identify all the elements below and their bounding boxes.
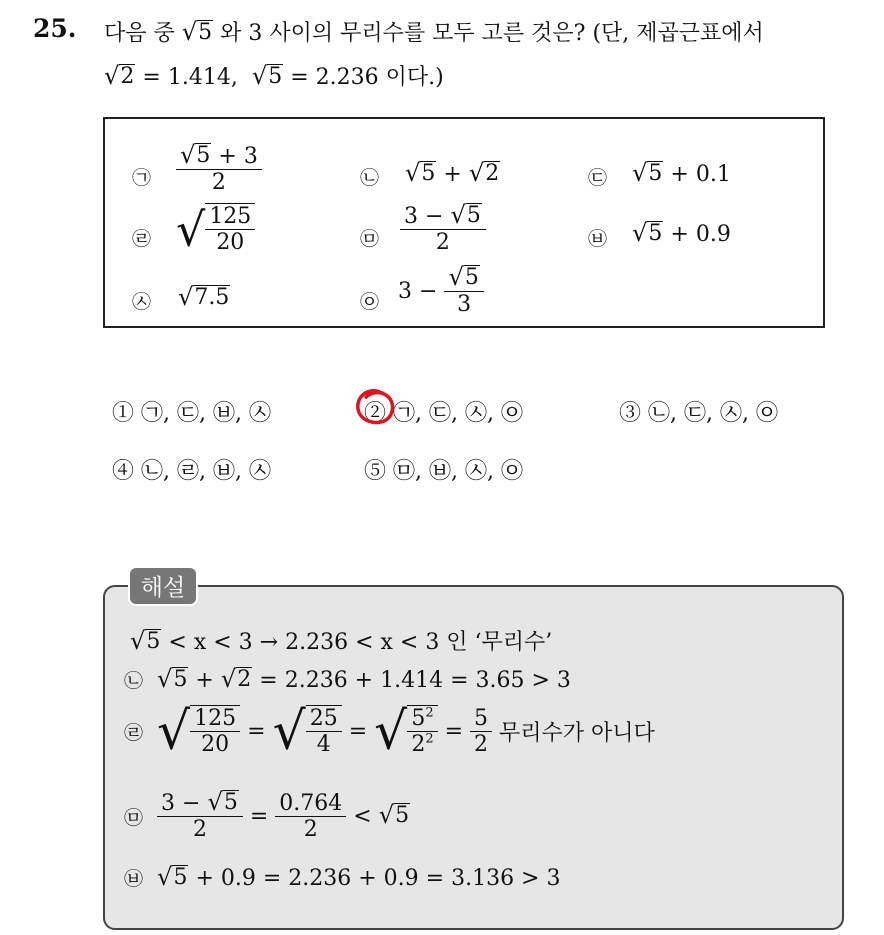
solution-line-3: ㉣ √ $\frac{125}{20}$ = √ $\frac{25}{4}$ = √ $\frac{5^2}{2^2}$ = $\frac{5}{2}$ 무리수가 아니다 xyxy=(124,701,655,762)
solution-line-2: ㉡ √ 5 + √ 2 = 2.236 + 1.414 = 3.65 > 3 xyxy=(124,665,571,693)
option-expr-7: √ 7.5 xyxy=(178,283,230,311)
choice-1[interactable]: ① ㉠, ㉢, ㉥, ㉦ xyxy=(112,401,271,426)
option-expr-4: √ $\frac{125}{20}$ xyxy=(176,203,255,256)
answer-circle-icon xyxy=(354,387,398,427)
question-text-a: 다음 중 xyxy=(104,21,175,46)
choice-4[interactable]: ④ ㉡, ㉣, ㉥, ㉦ xyxy=(112,459,271,484)
option-mark: ㉠ xyxy=(132,167,152,189)
fraction: √ 5 + 3 2 xyxy=(176,143,262,196)
solution-line-1: √ 5 < x < 3 → 2.236 < x < 3 인 ‘무리수’ xyxy=(130,627,553,655)
question-text-b: 와 3 사이의 무리수를 모두 고른 것은? (단, 제곱근표에서 xyxy=(220,21,764,46)
option-mark: ㉡ xyxy=(360,167,380,189)
sqrt5: √ 5 xyxy=(181,18,213,46)
option-expr-3: √ 5 + 0.1 xyxy=(632,159,731,187)
question-number: 25. xyxy=(33,14,77,43)
option-mark: ㉧ xyxy=(360,291,380,313)
option-mark: ㉦ xyxy=(132,291,152,313)
choice-5[interactable]: ⑤ ㉤, ㉥, ㉦, ㉧ xyxy=(364,459,523,484)
option-expr-8: 3 − √ 5 3 xyxy=(398,265,484,318)
option-mark: ㉢ xyxy=(588,167,608,189)
solution-line-5: ㉥ √ 5 + 0.9 = 2.236 + 0.9 = 3.136 > 3 xyxy=(124,863,561,891)
solution-line-4: ㉤ 3 − √ 5 2 = $\frac{0.764}{2}$ < √ 5 xyxy=(124,788,410,843)
choice-3[interactable]: ③ ㉡, ㉢, ㉦, ㉧ xyxy=(619,401,778,426)
option-mark: ㉣ xyxy=(132,228,152,250)
option-mark: ㉥ xyxy=(588,228,608,250)
option-mark: ㉤ xyxy=(360,228,380,250)
question-text-d: = 2.236 이다.) xyxy=(290,65,444,90)
sqrt5: √ 5 xyxy=(251,62,283,90)
question-text-c: = 1.414, xyxy=(142,65,238,90)
sqrt2: √ 2 xyxy=(104,62,135,90)
option-expr-6: √ 5 + 0.9 xyxy=(632,219,731,247)
choice-2[interactable]: ② ㉠, ㉢, ㉦, ㉧ xyxy=(364,401,523,426)
question-text-line2 xyxy=(104,60,444,91)
option-expr-2: √ 5 + √ 2 xyxy=(405,159,500,187)
question-text-line1 xyxy=(104,16,764,47)
solution-tag: 해설 xyxy=(128,566,198,606)
option-expr-1 xyxy=(176,143,262,196)
option-expr-5: 3 − √ 5 2 xyxy=(400,203,486,256)
